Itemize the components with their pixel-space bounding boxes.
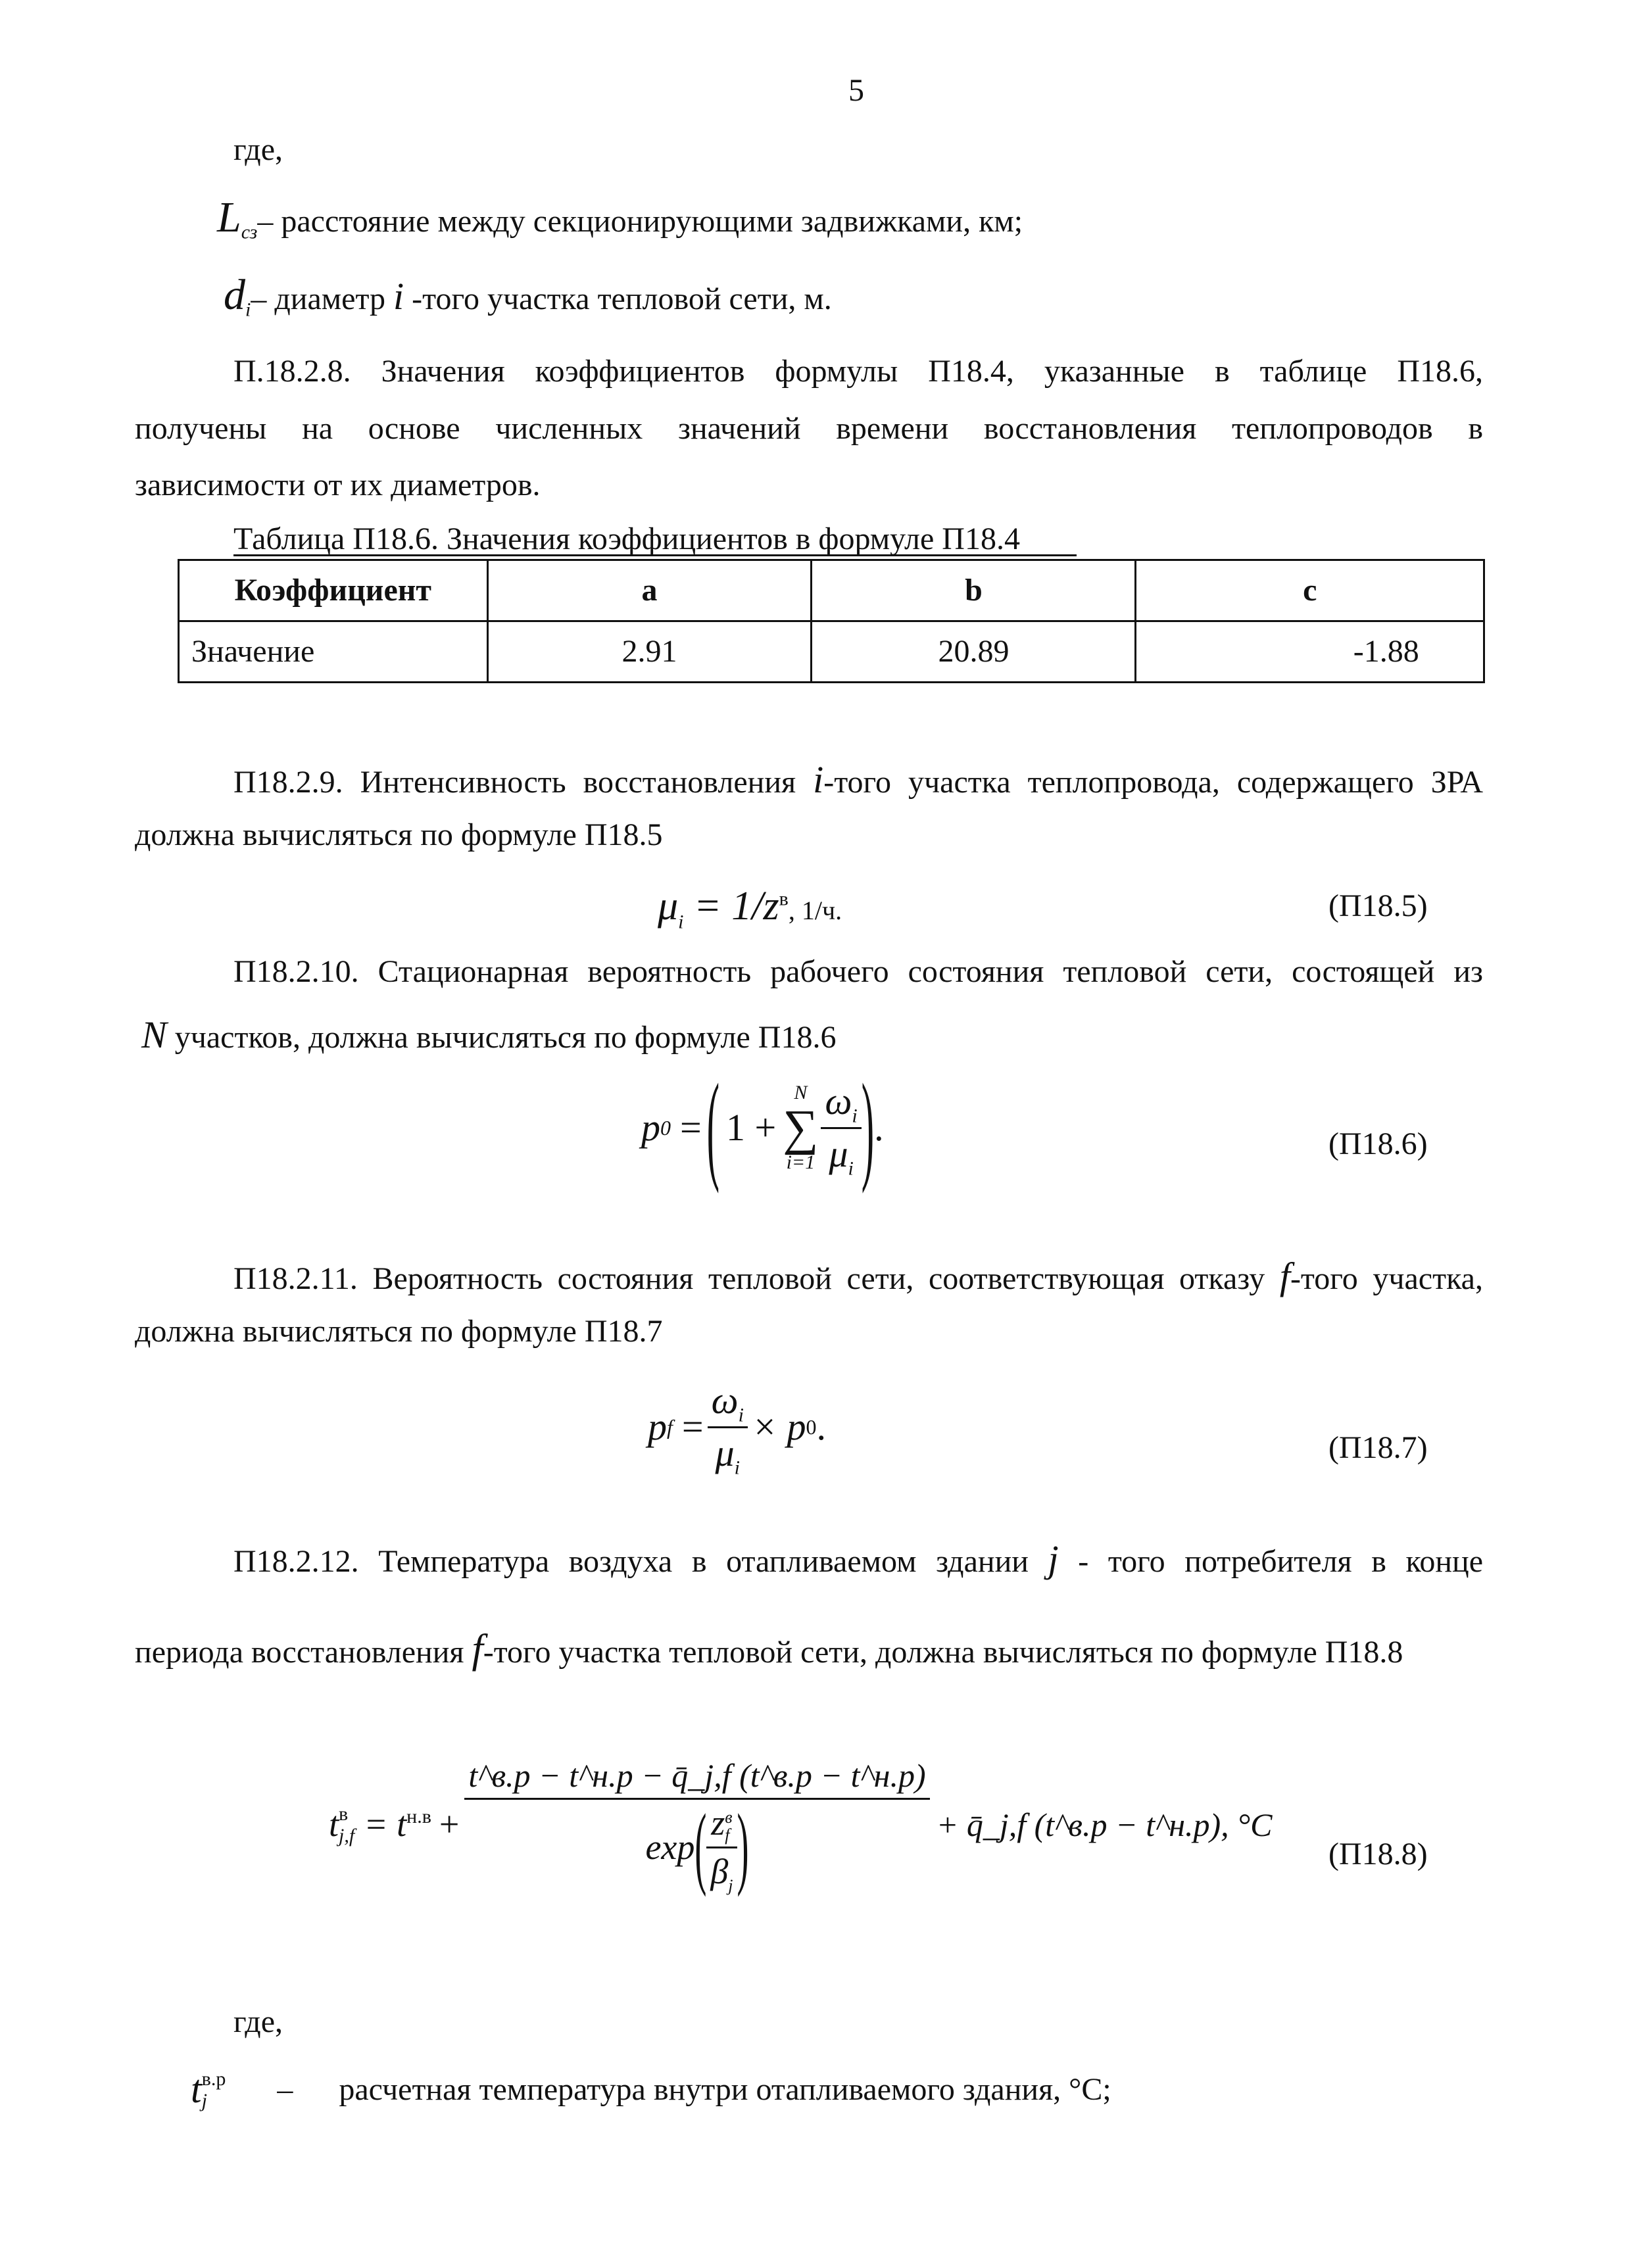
definition-l-sz [217, 191, 1023, 245]
definition-d-text-pre: – диаметр [251, 281, 393, 316]
table-cell: -1.88 [1136, 621, 1484, 683]
table-header-cell: b [812, 560, 1136, 621]
caption-underline [233, 554, 1077, 556]
equation-18-5: $\mu_i = 1/z^в$, 1/ч. [658, 884, 842, 933]
fraction-temperature: t^в.р − t^н.р − q̄_j,f (t^в.р − t^н.р) exp ( z в f $\beta_j$ ) [464, 1755, 929, 1894]
para-18-2-12-line1: П18.2.12. Температура воздуха в отапливаемом здании j - того потребителя в конце [233, 1537, 1484, 1580]
definition-d-i [224, 268, 832, 323]
table-header-cell: Коэффициент [179, 560, 488, 621]
table-cell: 20.89 [812, 621, 1136, 683]
para-18-2-11-line2: должна вычисляться по формуле П18.7 [135, 1314, 663, 1349]
equation-number-18-8: (П18.8) [1328, 1837, 1428, 1871]
table-caption: Таблица П18.6. Значения коэффициентов в формуле П18.4 [233, 521, 1020, 556]
equation-number-18-5: (П18.5) [1328, 888, 1428, 923]
equation-number-18-6: (П18.6) [1328, 1126, 1428, 1161]
table-header-cell: c [1136, 560, 1484, 621]
para-18-2-11-line1: П18.2.11. Вероятность состояния тепловой сети, соответствующая отказу f-того участка, [233, 1255, 1483, 1297]
definition-l-text: – расстояние между секционирующими задвижками, км; [257, 204, 1023, 239]
symbol-d: d [224, 271, 245, 319]
para-18-2-8-line1: П.18.2.8. Значения коэффициентов формулы П18.4, указанные в таблице П18.6, [233, 354, 1483, 389]
definition-d-text-post: -того участка тепловой сети, м. [404, 281, 832, 316]
table-cell: Значение [179, 621, 488, 683]
var-i: i [393, 275, 404, 318]
table-cell: 2.91 [487, 621, 812, 683]
symbol-l-sub: сз [241, 221, 258, 243]
para-18-2-10-line1: П18.2.10. Стационарная вероятность рабочего состояния тепловой сети, состоящей из [233, 954, 1483, 989]
symbol-d-sub: i [245, 299, 251, 321]
symbol-l: L [217, 193, 241, 241]
page-number: 5 [848, 73, 864, 108]
where-label-bottom: где, [233, 2004, 283, 2039]
para-18-2-9-line2: должна вычисляться по формуле П18.5 [135, 817, 663, 852]
para-18-2-9-line1: П18.2.9. Интенсивность восстановления i-того участка теплопровода, содержащего ЗРА [233, 758, 1483, 801]
table-header-row [179, 560, 1484, 621]
sum-operator: N ∑ i=1 [783, 1082, 819, 1174]
table-header-cell: a [487, 560, 812, 621]
equation-18-6: p 0 = ( 1 + N ∑ i=1 $\frac{\omega_i}{\mu_i}$ ) . [641, 1057, 884, 1195]
fraction-z-beta: z в f $\beta_j$ [706, 1801, 737, 1894]
para-18-2-8-line3: зависимости от их диаметров. [135, 468, 541, 502]
coefficients-table [178, 559, 1485, 683]
fraction-omega-mu: $\frac{\omega_i}{\mu_i}$ [821, 1078, 861, 1178]
equation-18-7: p f = $\frac{\omega_i}{\mu_i}$ × p 0 . [648, 1371, 826, 1483]
para-18-2-8-line2: получены на основе численных значений времени восстановления теплопроводов в [135, 411, 1483, 446]
where-label-top: где, [233, 132, 283, 167]
equation-18-8: t в j,f = t $^{н.в}$ + t^в.р − t^н.р − q̄_j,f (t^в.р − t^н.р) exp ( z в f $\beta_j$ ) + q̄_j,f (t^в.р − t^н.р), °C [329, 1716, 1273, 1933]
equation-number-18-7: (П18.7) [1328, 1430, 1428, 1465]
fraction-omega-mu-2: $\frac{\omega_i}{\mu_i}$ [708, 1377, 748, 1477]
para-18-2-12-line2: периода восстановления f-того участка тепловой сети, должна вычисляться по формуле П18.8 [135, 1627, 1403, 1672]
table-row [179, 621, 1484, 683]
definition-t-vr: t в.р j – расчетная температура внутри отапливаемого здания, °C; [191, 2067, 1111, 2111]
para-18-2-10-line2: N участков, должна вычисляться по формуле П18.6 [141, 1013, 837, 1056]
